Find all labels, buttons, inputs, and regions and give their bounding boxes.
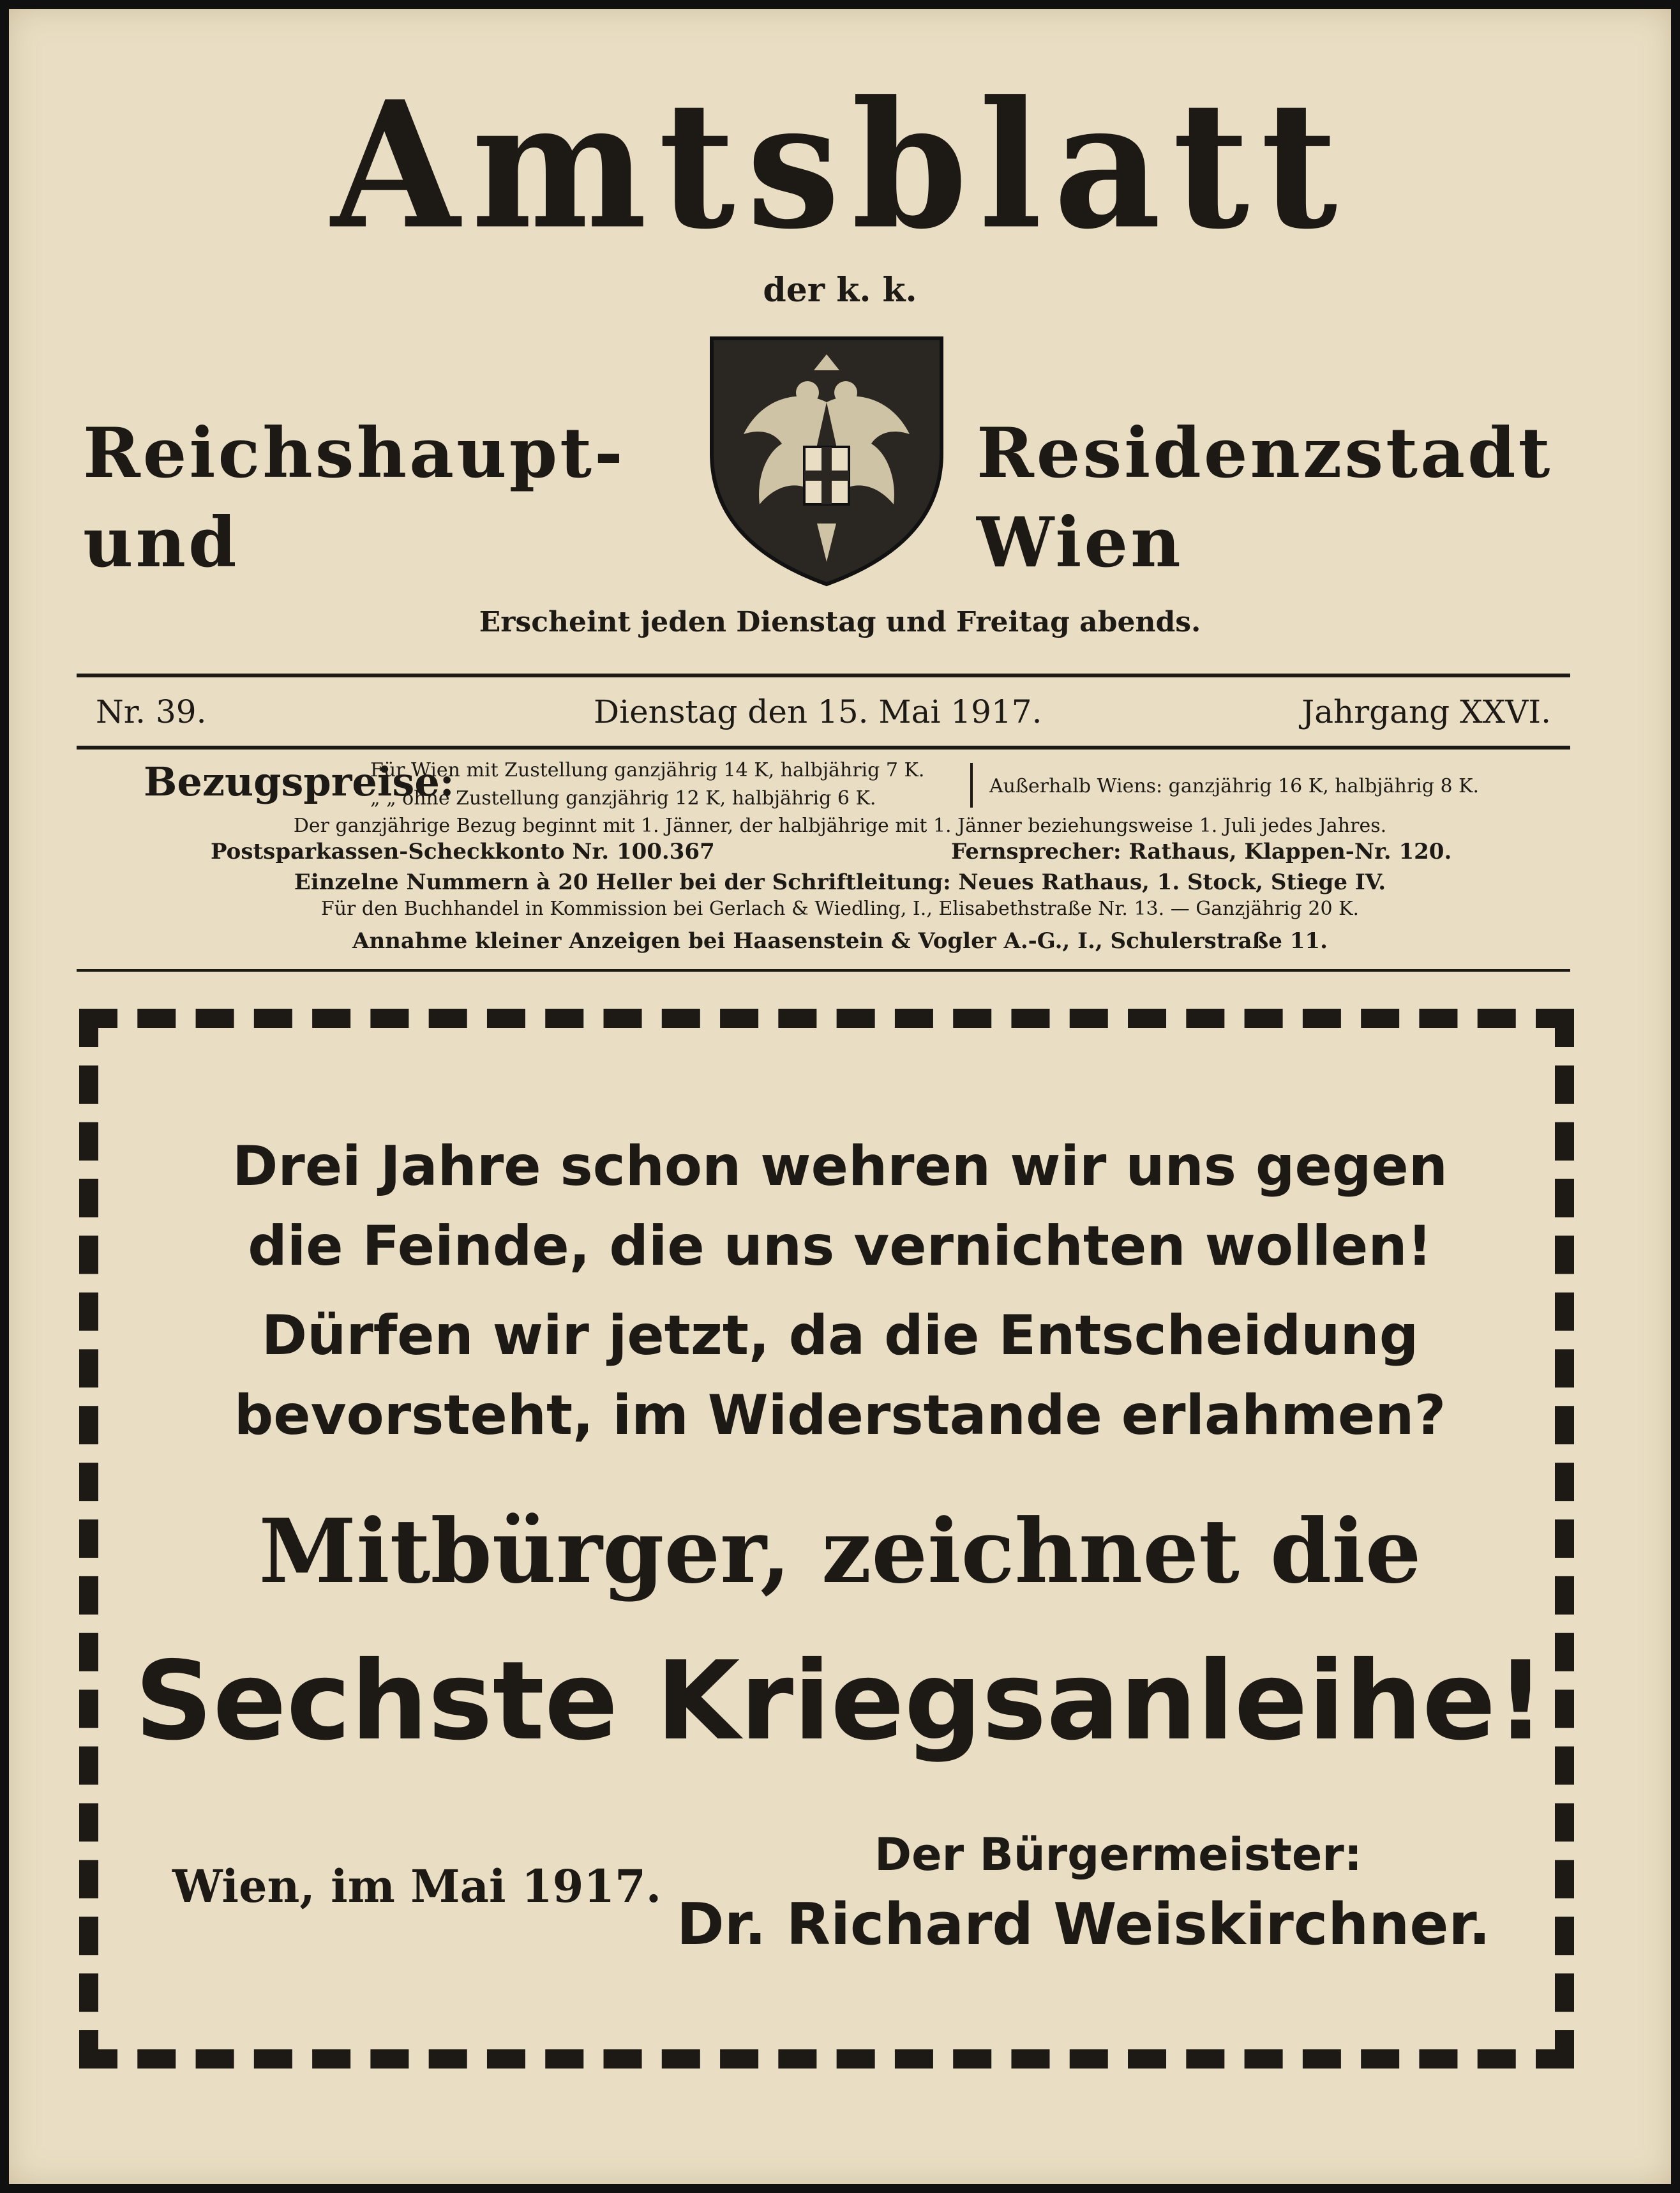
signer-name: Dr. Richard Weiskirchner. — [677, 1891, 1491, 1958]
appeal-paragraph-1 — [0, 1127, 1680, 1286]
masthead-title: Amtsblatt — [331, 63, 1349, 268]
appeal-p1-line-2: die Feinde, die uns vernichten wollen! — [248, 1214, 1432, 1278]
appeal-headline-1: Mitbürger, zeichnet die — [259, 1499, 1421, 1603]
phone-info: Fernsprecher: Rathaus, Klappen-Nr. 120. — [951, 839, 1452, 864]
book-trade: Für den Buchhandel in Kommission bei Gerlach & Wiedling, I., Elisabethstraße Nr. 13. — Ganzjährig 20 K. — [320, 898, 1360, 920]
appeal-p1-line-1: Drei Jahre schon wehren wir uns gegen — [232, 1134, 1448, 1198]
appeal-p2-line-1: Dürfen wir jetzt, da die Entscheidung — [261, 1304, 1419, 1368]
top-rule — [77, 674, 1570, 677]
issue-rule — [77, 746, 1570, 750]
pricing-rule — [77, 969, 1570, 972]
pricing-note: Der ganzjährige Bezug beginnt mit 1. Jänner, der halbjährige mit 1. Jänner beziehungsweise 1. Juli jedes Jahres. — [293, 815, 1387, 837]
publication-schedule: Erscheint jeden Dienstag und Freitag abends. — [479, 606, 1201, 638]
postal-account: Postsparkassen-Scheckkonto Nr. 100.367 — [211, 839, 715, 864]
coat-of-arms-icon — [705, 332, 948, 587]
pricing-label: Bezugspreise: — [144, 758, 454, 805]
issue-date: Dienstag den 15. Mai 1917. — [594, 693, 1042, 730]
pricing-line-1: Für Wien mit Zustellung ganzjährig 14 K, halbjährig 7 K. — [370, 759, 925, 781]
single-copies: Einzelne Nummern à 20 Heller bei der Schriftleitung: Neues Rathaus, 1. Stock, Stiege IV. — [294, 870, 1386, 895]
advertising: Annahme kleiner Anzeigen bei Haasenstein & Vogler A.-G., I., Schulerstraße 11. — [352, 928, 1328, 954]
issue-info-row — [96, 686, 1551, 737]
appeal-paragraph-2 — [0, 1296, 1680, 1456]
appeal-p2-line-2: bevorsteht, im Widerstande erlahmen? — [234, 1383, 1446, 1447]
pricing-vienna — [370, 757, 945, 813]
place-date: Wien, im Mai 1917. — [172, 1860, 662, 1913]
pricing-outside: Außerhalb Wiens: ganzjährig 16 K, halbjährig 8 K. — [989, 775, 1480, 797]
appeal-headline-2: Sechste Kriegsanleihe! — [135, 1638, 1545, 1765]
pricing-divider — [970, 763, 973, 808]
masthead-left-word: Reichshaupt- und — [83, 413, 626, 583]
masthead-subtitle: der k. k. — [763, 271, 917, 310]
pricing-line-2: „ „ ohne Zustellung ganzjährig 12 K, halbjährig 6 K. — [370, 787, 876, 810]
signer-title: Der Bürgermeister: — [874, 1828, 1362, 1881]
masthead-right-word: Residenzstadt Wien — [977, 413, 1553, 583]
issue-volume: Jahrgang XXVI. — [1301, 693, 1551, 730]
issue-number: Nr. 39. — [96, 693, 207, 730]
